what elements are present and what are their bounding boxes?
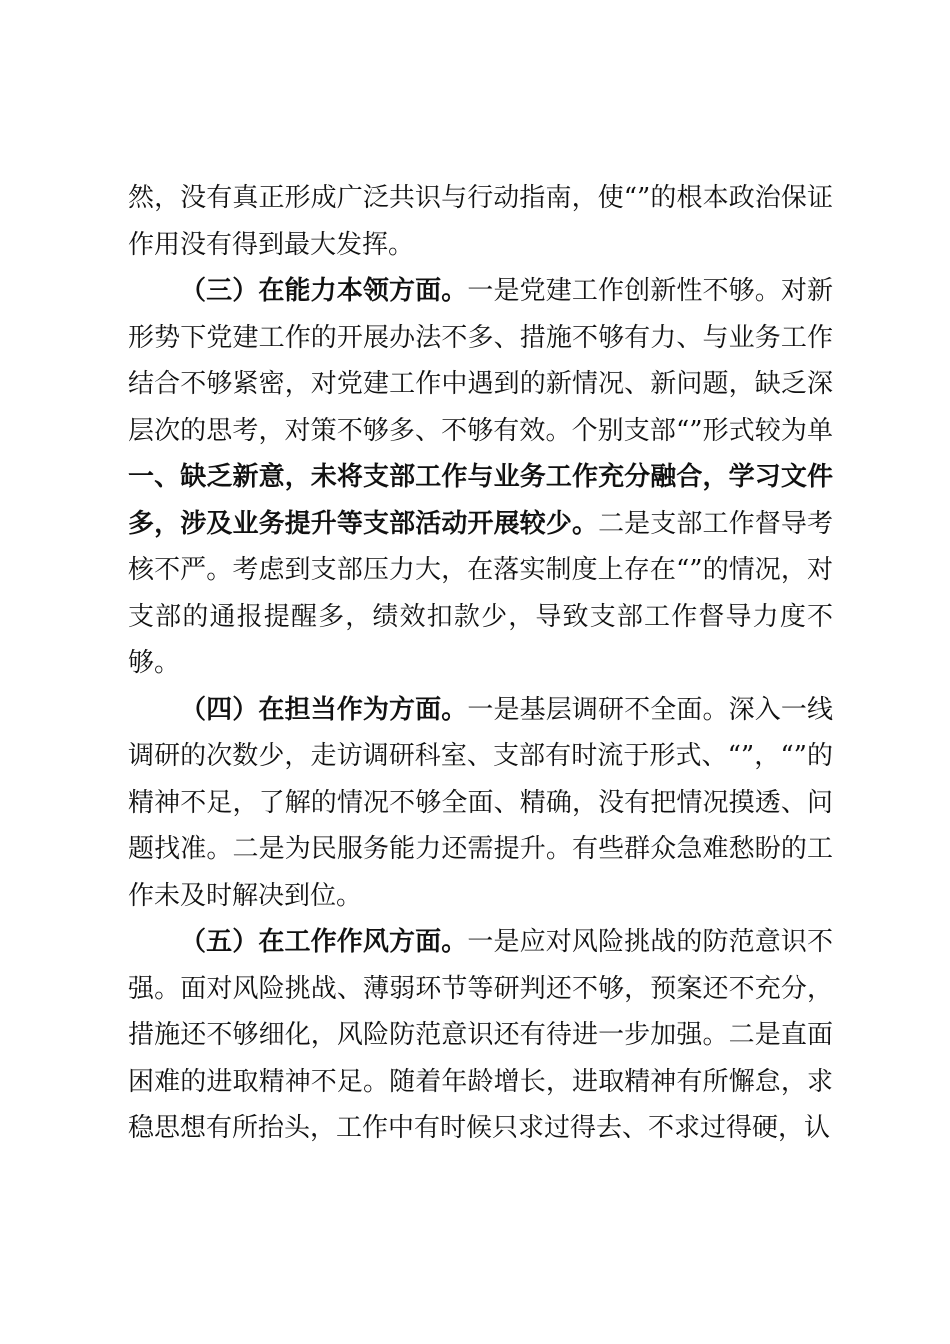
paragraph-responsibility — [128, 687, 833, 920]
paragraph-text: 一是基层调研不全面。深入一线调研的次数少，走访调研科室、支部有时流于形式、“”，“”的精神不足，了解的情况不够全面、精确，没有把情况摸透、问题找准。二是为民服务能力还需提升。有些群众急难愁盼的工作未及时解决到位。 — [128, 694, 833, 911]
emphasized-text: 一、缺乏新意，未将支部工作与业务工作充分融合，学习文件多，涉及业务提升等支部活动开展较少。 — [128, 462, 833, 539]
paragraph-text: 一是党建工作创新性不够。对新形势下党建工作的开展办法不多、措施不够有力、与业务工作结合不够紧密，对党建工作中遇到的新情况、新问题，缺乏深层次的思考，对策不够多、不够有效。个别支部“”形式较为单 — [128, 276, 833, 446]
paragraph-work-style — [128, 919, 833, 1152]
paragraph-text: 然，没有真正形成广泛共识与行动指南，使“”的根本政治保证作用没有得到最大发挥。 — [128, 183, 833, 260]
section-heading-work-style: （五）在工作作风方面。 — [180, 927, 468, 957]
section-heading-responsibility: （四）在担当作为方面。 — [180, 694, 468, 725]
paragraph-continuation — [128, 175, 833, 268]
paragraph-text: 二是支部工作督导考核不严。考虑到支部压力大，在落实制度上存在“”的情况，对支部的通报提醒多，绩效扣款少，导致支部工作督导力度不够。 — [128, 508, 833, 678]
section-heading-ability: （三）在能力本领方面。 — [180, 276, 468, 306]
paragraph-text: 一是应对风险挑战的防范意识不强。面对风险挑战、薄弱环节等研判还不够，预案还不充分，措施还不够细化，风险防范意识还有待进一步加强。二是直面困难的进取精神不足。随着年龄增长，进取精神有所懈怠，求稳思想有所抬头，工作中有时候只求过得去、不求过得硬，认 — [128, 927, 833, 1143]
paragraph-ability — [128, 268, 833, 687]
document-body — [128, 175, 833, 1152]
